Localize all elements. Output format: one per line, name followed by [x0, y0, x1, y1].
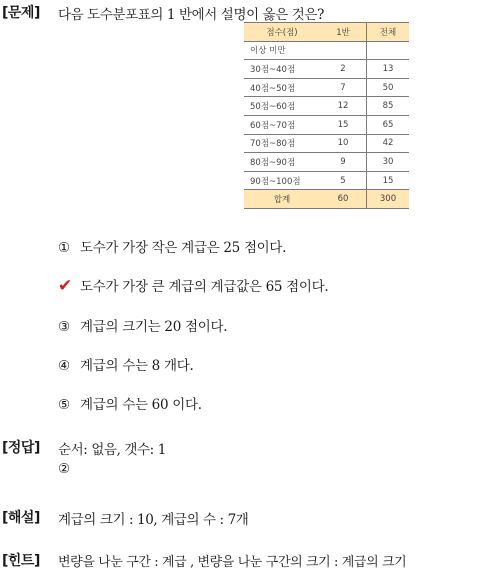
table-cell-class1: 12: [320, 97, 367, 116]
explanation-text: 계급의 크기 : 10, 계급의 수 : 7개: [58, 512, 249, 528]
total-all: 300: [367, 190, 410, 209]
answer-tag: [정답]: [2, 440, 40, 456]
hint-tag: [힌트]: [2, 553, 40, 569]
table-cell-class1: 15: [320, 115, 367, 134]
table-cell-total: [367, 41, 410, 60]
answer-line2: ②: [58, 461, 70, 477]
table-row: [244, 60, 409, 79]
table-cell-total: 15: [367, 171, 410, 190]
table-row: [244, 115, 409, 134]
option-5-text: 계급의 수는 60 이다.: [80, 397, 202, 413]
table-cell-score: 30점~40점: [244, 60, 320, 79]
table-total-row: [244, 190, 409, 209]
option-4[interactable]: [58, 354, 193, 374]
table-cell-class1: 2: [320, 60, 367, 79]
option-1-marker: ①: [58, 240, 70, 256]
table-row: [244, 97, 409, 116]
frequency-table: [244, 22, 409, 209]
table-cell-score: 이상 미만: [244, 41, 320, 60]
table-row: [244, 78, 409, 97]
table-header-row: [244, 23, 409, 42]
table-cell-score: 70점~80점: [244, 134, 320, 153]
table-row: [244, 41, 409, 60]
table-cell-total: 65: [367, 115, 410, 134]
table-cell-score: 50점~60점: [244, 97, 320, 116]
total-class1: 60: [320, 190, 367, 209]
option-5-marker: ⑤: [58, 397, 70, 413]
table-row: [244, 134, 409, 153]
option-4-marker: ④: [58, 358, 70, 374]
table-cell-class1: [320, 41, 367, 60]
table-cell-class1: 9: [320, 153, 367, 172]
option-3-text: 계급의 크기는 20 점이다.: [80, 319, 228, 335]
option-1[interactable]: [58, 236, 286, 256]
option-2-text: 도수가 가장 큰 계급의 계급값은 65 점이다.: [80, 279, 329, 295]
header-total: 전체: [367, 23, 410, 42]
table-cell-total: 30: [367, 153, 410, 172]
header-class1: 1반: [320, 23, 367, 42]
option-4-text: 계급의 수는 8 개다.: [80, 358, 194, 374]
table-cell-total: 85: [367, 97, 410, 116]
option-2[interactable]: [58, 275, 328, 296]
table-cell-class1: 5: [320, 171, 367, 190]
option-5[interactable]: [58, 393, 202, 413]
option-1-text: 도수가 가장 작은 계급은 25 점이다.: [80, 240, 287, 256]
option-3-marker: ③: [58, 319, 70, 335]
table-cell-class1: 7: [320, 78, 367, 97]
table-cell-total: 42: [367, 134, 410, 153]
question-tag: [문제]: [2, 5, 40, 21]
table-cell-score: 80점~90점: [244, 153, 320, 172]
answer-line1: 순서: 없음, 갯수: 1: [58, 442, 166, 458]
option-3[interactable]: [58, 315, 227, 335]
table-cell-total: 13: [367, 60, 410, 79]
table-cell-total: 50: [367, 78, 410, 97]
table-cell-score: 90점~100점: [244, 171, 320, 190]
header-score: 점수(점): [244, 23, 320, 42]
explanation-tag: [해설]: [2, 510, 40, 526]
checkmark-icon: ✔: [58, 276, 72, 296]
table-row: [244, 153, 409, 172]
table-cell-score: 40점~50점: [244, 78, 320, 97]
hint-text: 변량을 나눈 구간 : 계급 , 변량을 나눈 구간의 크기 : 계급의 크기: [58, 555, 407, 570]
table-row: [244, 171, 409, 190]
question-text: 다음 도수분포표의 1 반에서 설명이 옳은 것은?: [58, 7, 324, 23]
table-cell-class1: 10: [320, 134, 367, 153]
table-cell-score: 60점~70점: [244, 115, 320, 134]
total-label: 합계: [244, 190, 320, 209]
